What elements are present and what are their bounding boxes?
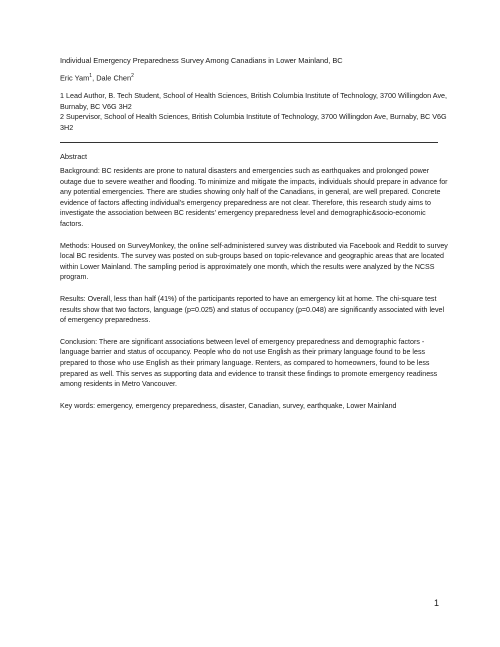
affiliation-2: 2 Supervisor, School of Health Sciences, British Columbia Institute of Technology, 3700 Willingdon Ave, Burnaby, BC V6G 3H2 <box>60 112 447 132</box>
background-paragraph: Background: BC residents are prone to natural disasters and emergencies such as earthquakes and prolonged power outage due to severe weather and flooding. To minimize and mitigate the impacts, individuals should prepare in advance for any potential emergencies. There are studies showing only half of the Canadians, in general, are well prepared. Concrete evidence of factors affecting individual's emergency preparedness are not clear. Therefore, this research study aims to investigate the association between BC residents' emergency preparedness level and demographic&socio-economic factors. <box>60 167 448 228</box>
abstract-body <box>60 166 448 422</box>
methods-paragraph: Methods: Housed on SurveyMonkey, the online self-administered survey was distributed via Facebook and Reddit to survey local BC residents. The survey was posted on sub-groups based on topic-relevance and geographic areas that are located within Lower Mainland. The sampling period is approximately one month, which the results were analyzed by the NCSS program. <box>60 241 448 282</box>
author-line <box>60 71 448 83</box>
affiliations <box>60 91 448 133</box>
abstract-heading: Abstract <box>60 152 88 161</box>
divider-rule <box>60 142 438 143</box>
author-affiliation-mark: 2 <box>131 73 134 79</box>
author-affiliation-mark: 1 <box>89 73 93 79</box>
conclusion-paragraph: Conclusion: There are significant associations between level of emergency preparedness and demographic factors - language barrier and status of occupancy. People who do not use English as their primary language found to be less prepared to those who use English as their primary language. Renters, as compared to homeowners, found to be less prepared as well. This serves as supporting data and evidence to transit these findings to promote emergency readiness among residents in Metro Vancouver. <box>60 337 438 389</box>
author-name: Dale Chen <box>96 73 132 83</box>
paper-title: Individual Emergency Preparedness Survey Among Canadians in Lower Mainland, BC <box>60 56 343 65</box>
paper-page <box>60 0 448 647</box>
author-name: Eric Yam <box>60 73 90 83</box>
keywords-paragraph: Key words: emergency, emergency preparedness, disaster, Canadian, survey, earthquake, Lower Mainland <box>60 401 397 410</box>
author-separator: , <box>92 73 97 83</box>
results-paragraph: Results: Overall, less than half (41%) of the participants reported to have an emergency kit at home. The chi-square test results show that two factors, language (p=0.025) and status of occupancy (p=0.048) are significantly associated with level of emergency preparedness. <box>60 294 445 325</box>
page-number: 1 <box>434 598 440 608</box>
affiliation-1: 1 Lead Author, B. Tech Student, School of Health Sciences, British Columbia Institute of Technology, 3700 Willingdon Ave, Burnaby, BC V6G 3H2 <box>60 91 448 111</box>
